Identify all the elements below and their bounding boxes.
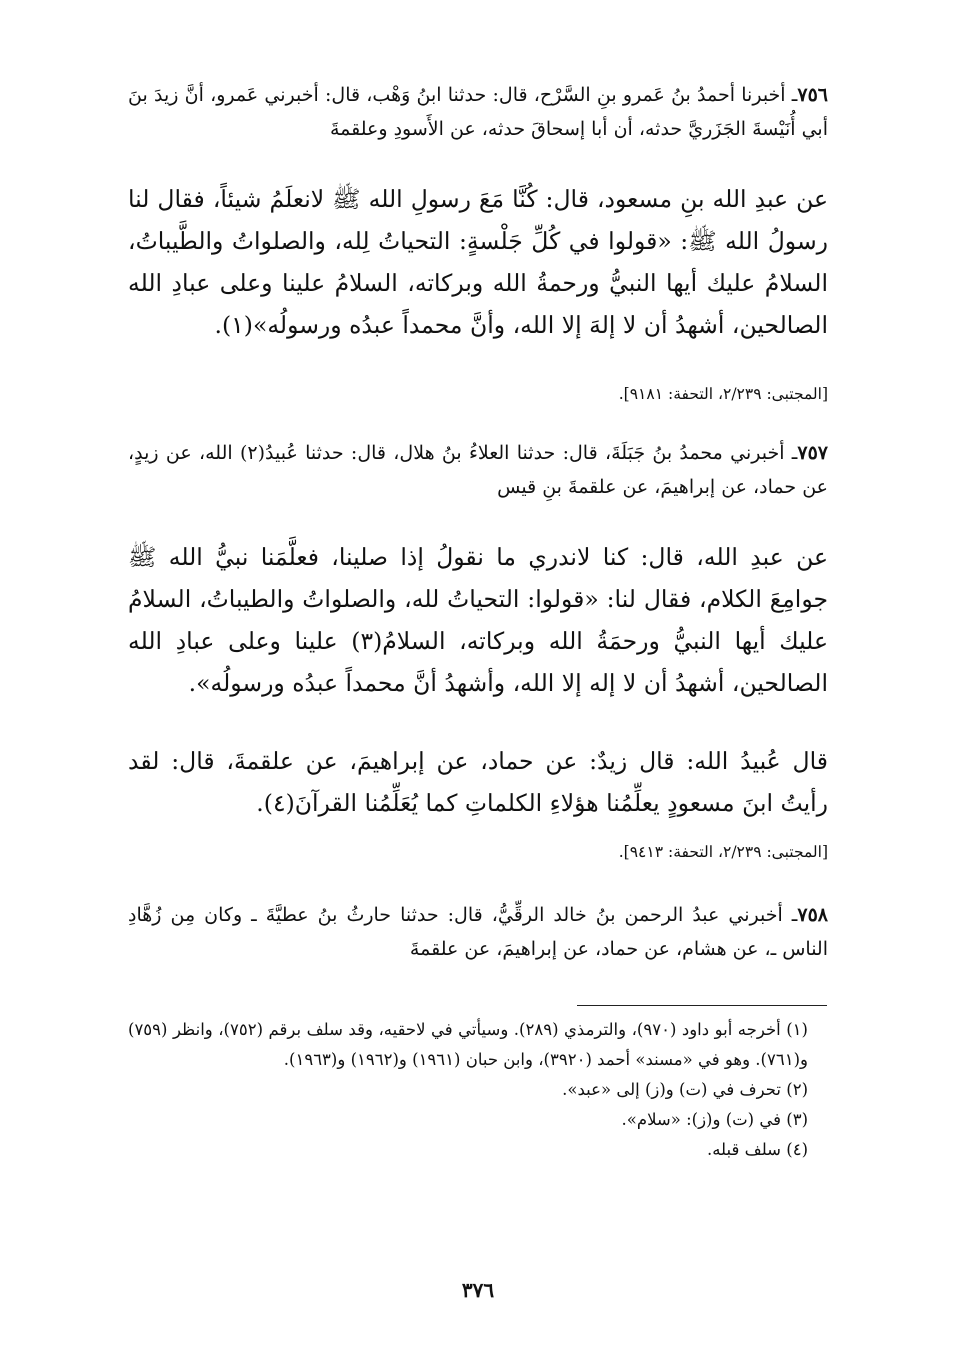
footnote-2: (٢) تحرف في (ت) و(ز) إلى «عبد».: [562, 1080, 808, 1099]
hadith-number: ٧٥٧: [797, 442, 828, 464]
footnote-4: (٤) سلف قبله.: [706, 1140, 808, 1159]
hadith-757-matn: [128, 536, 828, 704]
footnotes: [128, 1015, 828, 1165]
reference-text: [المجتبى: ٢/٢٣٩، التحفة: ٩١٨١].: [618, 385, 828, 403]
hadith-757-isnad: [128, 436, 828, 504]
page-number: ٣٧٦: [461, 1278, 495, 1302]
matn-text: قال عُبيدُ الله: قال زيدٌ: عن حماد، عن إبراهيمَ، عن علقمةَ، قال: لقد رأيتُ ابنَ مسعودٍ يعلِّمُنا هؤلاءِ الكلماتِ كما يُعَلِّمُنا القرآنَ(٤).: [128, 747, 828, 817]
footnote-3: (٣) في (ت) و(ز): «سلام».: [621, 1110, 808, 1129]
hadith-757-reference: [128, 840, 828, 864]
reference-text: [المجتبى: ٢/٢٣٩، التحفة: ٩٤١٣].: [618, 843, 828, 861]
matn-text: عن عبدِ الله، قال: كنا لاندري ما نقولُ إذا صلينا، فعلَّمَنا نبيُّ الله ﷺ جوامِعَ الكلام، فقال لنا: «قولوا: التحياتُ لله، والصلواتُ والطيباتُ، السلامُ عليك أيها النبيُّ ورحمَةُ الله وبركاته، السلامُ(٣) علينا وعلى عبادِ الله الصالحين، أشهدُ أن لا إله إلا الله، وأشهدُ أنَّ محمداً عبدُه ورسولُه».: [128, 543, 828, 697]
hadith-756-isnad: [128, 78, 828, 146]
isnad-text: ـ أخبرني عبدُ الرحمن بنُ خالد الرقِّيُّ، قال: حدثنا حارثُ بنُ عطيَّةَ ـ وكان مِن زُهَّادِ الناس ـ، عن هشام، عن حماد، عن إبراهيمَ، عن علقمةَ: [128, 904, 828, 960]
hadith-756-matn: [128, 178, 828, 346]
hadith-757-matn-2: [128, 740, 828, 824]
hadith-756-reference: [128, 382, 828, 406]
footnote-1: (١) أخرجه أبو داود (٩٧٠)، والترمذي (٢٨٩). وسيأتي في لاحقيه، وقد سلف برقم (٧٥٢)، وانظر (٧٥٩) و(٧٦١). وهو في «مسند» أحمد (٣٩٢٠)، وابن حبان (١٩٦١) و(١٩٦٢) و(١٩٦٣).: [128, 1020, 808, 1069]
hadith-758-isnad: [128, 898, 828, 966]
footnote-divider: [577, 1005, 827, 1006]
isnad-text: ـ أخبرنا أحمدُ بنُ عَمرو بنِ السَّرْح، قال: حدثنا ابنُ وَهْب، قال: أخبرني عَمرو، أنَّ زيدَ بنَ أبي أُنَيْسةَ الجَزَريَّ حدثه، أن أبا إسحاقَ حدثه، عن الأَسودِ وعلقمةَ: [128, 84, 828, 140]
hadith-number: ٧٥٦: [797, 84, 828, 106]
matn-text: عن عبدِ الله بنِ مسعود، قال: كُنَّا مَعَ رسولِ الله ﷺ لانعلَمُ شيئاً، فقال لنا رسولُ الله ﷺ: «قولوا في كُلِّ جَلْسةٍ: التحياتُ لِله، والصلواتُ والطَّيباتُ، السلامُ عليك أيها النبيُّ ورحمةُ الله وبركاته، السلامُ علينا وعلى عبادِ الله الصالحين، أشهدُ أن لا إلهَ إلا الله، وأنَّ محمداً عبدُه ورسولُه»(١).: [128, 185, 828, 339]
hadith-number: ٧٥٨: [797, 904, 828, 926]
isnad-text: ـ أخبرني محمدُ بنُ جَبَلَةَ، قال: حدثنا العلاءُ بنُ هلال، قال: حدثنا عُبيدُ(٢) الله، عن زيدٍ، عن حماد، عن إبراهيمَ، عن علقمةَ بنِ قيس: [128, 442, 828, 498]
